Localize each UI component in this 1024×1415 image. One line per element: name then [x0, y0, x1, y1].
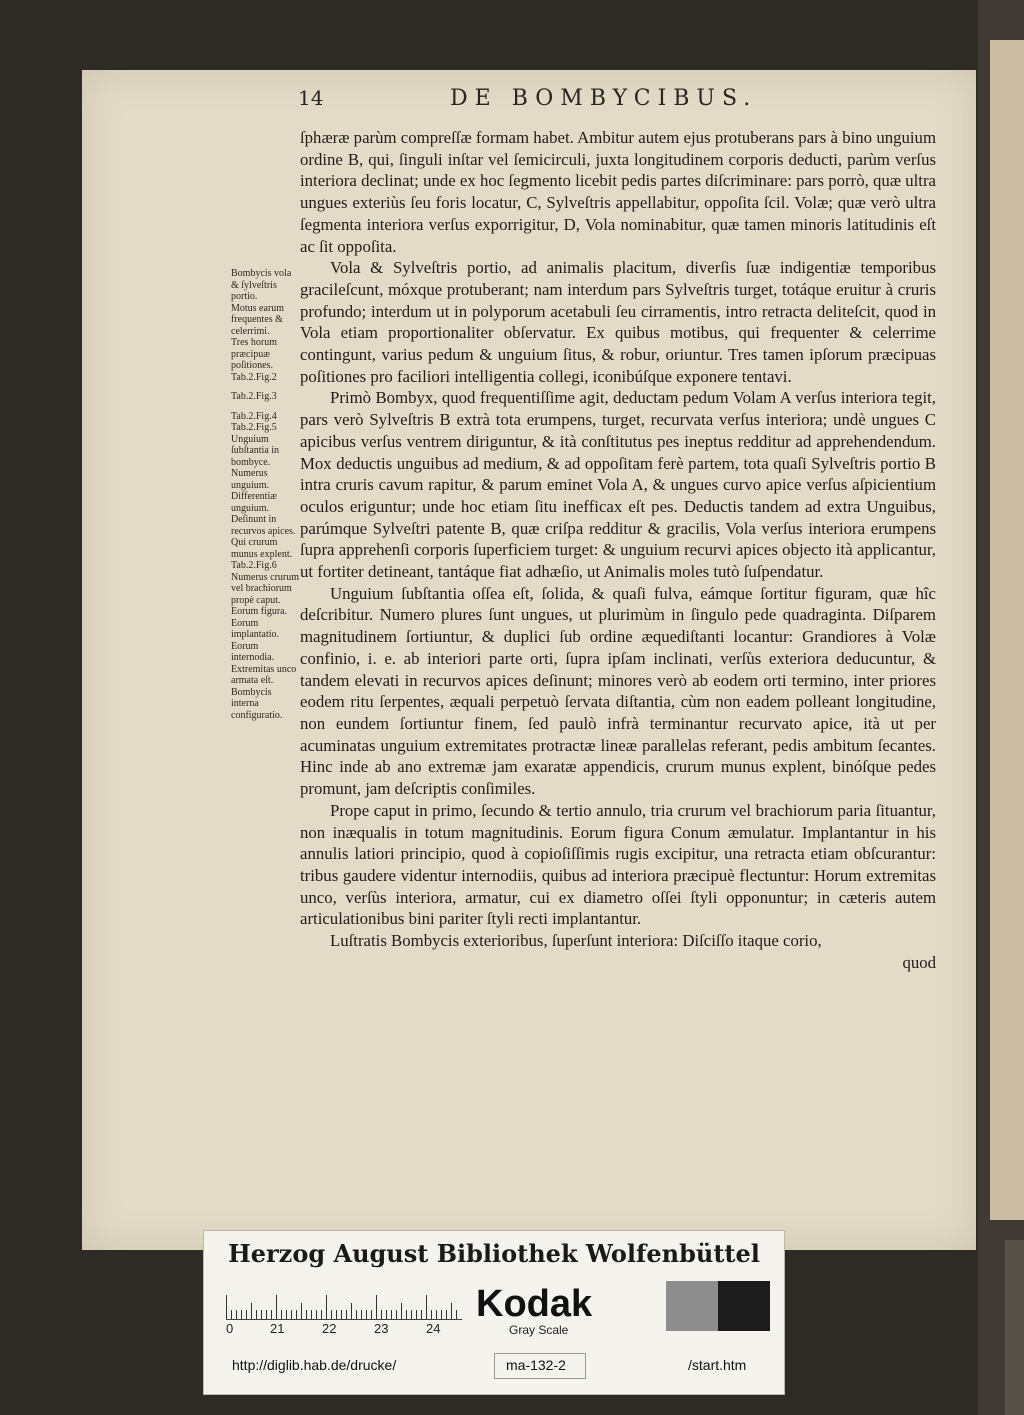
adjacent-page-edge [990, 40, 1024, 1220]
ruler-tick [236, 1310, 237, 1319]
margin-gap [231, 403, 301, 411]
margin-note: Extremitas unco armata eſt. [231, 663, 297, 686]
margin-note: Tab.2.Fig.2 [231, 371, 277, 383]
ruler-tick [271, 1310, 272, 1319]
ruler-tick [351, 1303, 352, 1319]
url-left: http://diglib.hab.de/drucke/ [232, 1357, 397, 1373]
ruler-tick [256, 1310, 257, 1319]
ruler-tick [346, 1310, 347, 1319]
ruler-tick [316, 1310, 317, 1319]
ruler-tick [241, 1310, 242, 1319]
ruler-tick [361, 1310, 362, 1319]
margin-note: Qui crurum munus explent. [231, 537, 293, 560]
body-text [300, 127, 936, 973]
ruler-label: 22 [322, 1321, 337, 1336]
adjacent-page-shadow [1005, 1240, 1024, 1415]
ruler-tick [391, 1310, 392, 1319]
ruler-tick [341, 1310, 342, 1319]
body-paragraph: Unguium ſubſtantia oſſea eſt, ſolida, & quaſi fulva, eámque ſortitur figuram, quæ hîc deſcribitur. Numero plures ſunt ungues, ut plurimùm in ſingulo pede quadraginta. Diſparem magnitudinem ſortiuntur, & duplici ſub ordine æquediſtanti locantur: Grandiores à Volæ confinio, i. e. ab interiori parte orti, ſupra ipſam inclinati, verſùs exteriora deducuntur, & tandem elevati in recurvos apices deſinunt; minores verò ab eodem orti termino, inter priores eodem ritu ſerpentes, æquali perpetuò ſervata diſtantia, cùm non eadem polleant longitudine, non eundem ſortiuntur finem, ſed paulò infrà terminantur recurvato apice, ità ut per acuminatas unguium extremitates protractæ lineæ parallelas referant, pedis ambitum ſecantes. Hinc inde ab ano extremæ jam exaratæ appendicis, crurum munus explent, binóſque pedes promunt, jam deſcriptis conſimiles. [300, 583, 936, 799]
margin-note: Eorum internodia. [231, 640, 275, 663]
margin-note: Unguium ſubſtantia in bombyce. [231, 433, 280, 468]
ruler-tick [436, 1310, 437, 1319]
ruler-tick [411, 1310, 412, 1319]
body-paragraph: Vola & Sylveſtris portio, ad animalis placitum, diverſis ſuæ indigentiæ temporibus gracileſcunt, móxque protuberant; nam interdum pars Sylveſtris turget, totáque eruitur à cruris profundo; interdum ut in polyporum acetabuli ſeu cirramentis, intro retracta deliteſcit, quod in Vola etiam proportionaliter obſervatur. Ex quibus motibus, qui frequenter & celerrime contingunt, varius pedum & unguium ſitus, & robur, oriuntur. Tres tamen ipſorum præcipuas poſitiones pro faciliori intelligentia collegi, iconibúſque exponere tentavi. [300, 258, 936, 386]
ruler-tick [306, 1310, 307, 1319]
body-paragraph: Prope caput in primo, ſecundo & tertio annulo, tria crurum vel brachiorum paria ſituantur, non inæqualis in totum magnitudinis. Eorum figura Conum æmulatur. Implantantur in his annulis latiori principio, quod à copioſiſſimis rugis excipitur, una retracta etiam obſcurantur: tribus gaudere videntur internodiis, quibus ad interiora præcipuè flectuntur: Horum extremitas unco, verſùs interiora, armatur, cui ex diametro oſſei ſtyli opponuntur; in cæteris autem articulationibus bini pariter ſtyli recti implantantur. [300, 800, 936, 929]
ruler-label: 24 [426, 1321, 441, 1336]
margin-note: Differentiæ unguium. [231, 491, 277, 514]
ruler-tick [311, 1310, 312, 1319]
ruler-tick [396, 1310, 397, 1319]
ruler-label: 21 [270, 1321, 285, 1336]
margin-note: Deſinunt in recurvos apices. [231, 514, 296, 537]
margin-note: Tab.2.Fig.3 [231, 391, 277, 402]
margin-note: Bombycis vola & ſylveſtris portio. [231, 268, 292, 302]
ruler-tick [356, 1310, 357, 1319]
ruler-tick [401, 1303, 402, 1319]
ruler-labels [226, 1321, 476, 1337]
body-paragraph: quod [902, 952, 936, 972]
running-title: DE BOMBYCIBUS. [450, 86, 758, 111]
ruler-tick [426, 1295, 427, 1319]
ruler-tick [366, 1310, 367, 1319]
ruler-tick [301, 1303, 302, 1319]
gray-scale-label: Gray Scale [509, 1323, 569, 1337]
ruler-tick [371, 1310, 372, 1319]
ruler-tick [451, 1303, 452, 1319]
body-paragraph: ſphæræ parùm compreſſæ formam habet. Ambitur autem ejus protuberans pars à bino unguium ordine B, qui, ſinguli inſtar vel ſemicirculi, juxta longitudinem corporis deducti, parùm verſus interiora declinat; unde ex hoc ſegmento licebit pedis partes diſcriminare: pars porrò, quæ ultra ungues exteriùs ſeu foris locatur, C, Sylveſtris appellabitur, oppoſita ſcil. Volæ; quæ verò ultra ſegmenta interiora verſus exporrigitur, D, Vola nominabitur, quæ tamen minoris latitudinis eſt ac ſit oppoſita. [300, 128, 936, 256]
margin-note: Numerus unguium. [231, 468, 270, 491]
ruler-tick [416, 1310, 417, 1319]
margin-note: Eorum implantatio. [231, 617, 280, 640]
ruler-tick [376, 1295, 377, 1319]
margin-note: Motus earum frequentes & celerrimi. [231, 302, 285, 337]
ruler-tick [446, 1310, 447, 1319]
ruler-tick [226, 1295, 227, 1319]
page-number: 14 [298, 86, 324, 110]
margin-note: Bombycis interna configuratio. [231, 686, 283, 721]
gray-swatch-dark [718, 1281, 770, 1331]
ruler-tick [421, 1310, 422, 1319]
margin-note: Tab.2.Fig.4 [231, 410, 277, 422]
ruler-tick [266, 1310, 267, 1319]
ruler-tick [246, 1310, 247, 1319]
margin-note: Numerus crurum vel brachiorum propè caput. [231, 571, 300, 606]
ruler-label: 23 [374, 1321, 389, 1336]
ruler-tick [231, 1310, 232, 1319]
margin-note: Tres horum præcipuæ poſitiones. [231, 337, 278, 371]
ruler-tick [291, 1310, 292, 1319]
ruler-tick [331, 1310, 332, 1319]
body-paragraph: Primò Bombyx, quod frequentiſſime agit, deductam pedum Volam A verſus interiora tegit, pars verò Sylveſtris B extrà tota erumpens, turget, recurvata verſus interiora; undè ungues C apicibus verſus ventrem diriguntur, & ità conſtitutus pes ineptus redditur ad apprehendendum. Mox deductis unguibus ad medium, & ad oppoſitam ferè partem, tota quaſi Sylveſtris portio B intra cruris cavum rapitur, & parum eminet Vola A, & ungues curvo apice verſus aſpicientium oculos eriguntur; unde hoc etiam ſitu inefficax eſt pes. Deductis tandem ad extra Unguibus, parúmque Sylveſtri patente B, quæ criſpa redditur & gracilis, Vola verſus interiora erumpens ſupra apprehenſi corporis ſuperficiem turget: & unguium recurvi apices objecto ità applicantur, ut fortiter detineant, tantáque fiat adhæſio, ut Animalis moles tutò ſuſpendatur. [300, 388, 936, 582]
url-right: /start.htm [688, 1357, 747, 1373]
ruler-tick [336, 1310, 337, 1319]
ruler-tick [251, 1303, 252, 1319]
ruler-tick [261, 1310, 262, 1319]
margin-notes [231, 268, 301, 721]
ruler-tick [406, 1310, 407, 1319]
library-color-card [203, 1230, 785, 1395]
ruler-tick [326, 1295, 327, 1319]
ruler-label: 0 [226, 1321, 234, 1336]
margin-note: Tab.2.Fig.6 [231, 560, 277, 571]
scale-ruler [226, 1289, 462, 1320]
ruler-tick [281, 1310, 282, 1319]
margin-note: Eorum figura. [231, 606, 288, 617]
ruler-tick [441, 1310, 442, 1319]
kodak-logo: Kodak [476, 1283, 593, 1325]
url-shelfmark: ma-132-2 [506, 1357, 566, 1373]
ruler-tick [431, 1310, 432, 1319]
ruler-tick [386, 1310, 387, 1319]
ruler-tick [296, 1310, 297, 1319]
library-name: Herzog August Bibliothek Wolfenbüttel [228, 1239, 760, 1268]
ruler-tick [321, 1310, 322, 1319]
margin-gap [231, 383, 301, 391]
gray-swatch-mid [666, 1281, 718, 1331]
margin-note: Tab.2.Fig.5 [231, 422, 277, 433]
ruler-tick [381, 1310, 382, 1319]
ruler-tick [286, 1310, 287, 1319]
ruler-tick [456, 1310, 457, 1319]
ruler-tick [276, 1295, 277, 1319]
body-paragraph: Luſtratis Bombycis exterioribus, ſuperſunt interiora: Diſciſſo itaque corio, [330, 931, 822, 951]
